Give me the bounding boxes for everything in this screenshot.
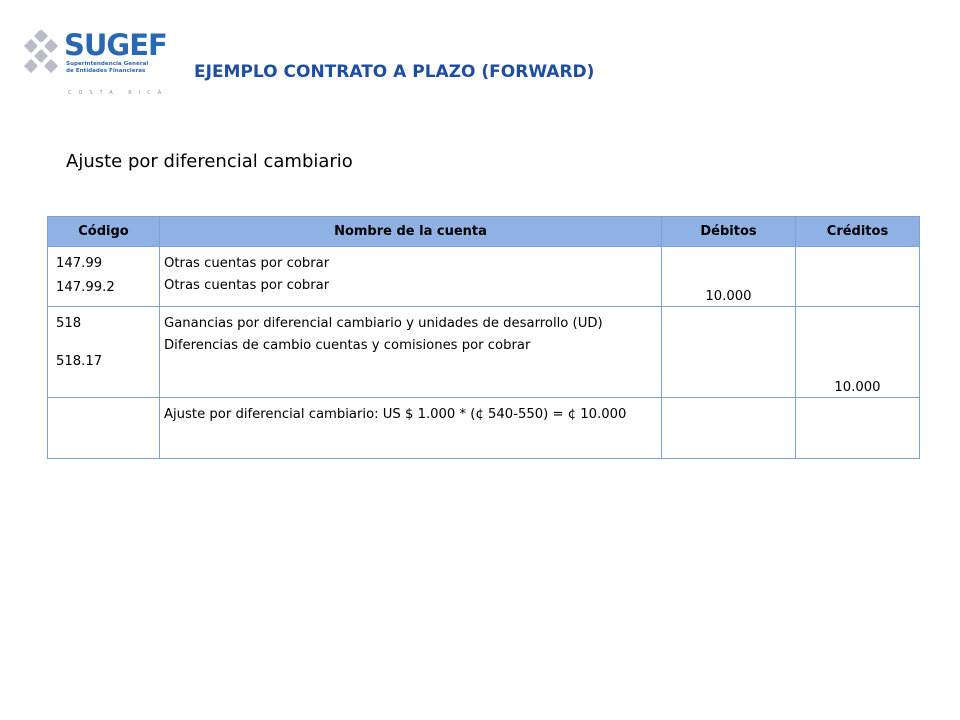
column-header-code: Código xyxy=(48,217,160,247)
logo-name: SUGEF xyxy=(64,28,167,62)
logo-subtitle-line: de Entidades Financieras xyxy=(66,68,146,74)
logo-country: COSTA RICA xyxy=(68,90,169,96)
credit-cell xyxy=(796,307,920,398)
column-header-debits: Débitos xyxy=(662,217,796,247)
account-name: Ganancias por diferencial cambiario y unidades de desarrollo (UD) xyxy=(164,316,603,331)
account-name-cell xyxy=(160,398,662,459)
sugef-logo xyxy=(22,28,169,104)
account-name: Otras cuentas por cobrar xyxy=(164,256,330,271)
account-name-cell xyxy=(160,307,662,398)
account-code: 147.99 xyxy=(56,256,103,271)
credit-cell xyxy=(796,398,920,459)
page-title: EJEMPLO CONTRATO A PLAZO (FORWARD) xyxy=(194,62,595,82)
table-row xyxy=(48,398,920,459)
debit-cell xyxy=(662,398,796,459)
column-header-account-name: Nombre de la cuenta xyxy=(160,217,662,247)
account-code: 518.17 xyxy=(56,354,103,369)
debit-amount: 10.000 xyxy=(705,289,752,304)
entry-description: Ajuste por diferencial cambiario: US $ 1.000 * (¢ 540-550) = ¢ 10.000 xyxy=(164,407,627,422)
logo-diamond-icon xyxy=(22,30,66,80)
section-heading: Ajuste por diferencial cambiario xyxy=(66,151,353,172)
journal-entry-table xyxy=(47,216,920,459)
account-code: 518 xyxy=(56,316,82,331)
credit-amount: 10.000 xyxy=(834,380,881,395)
code-cell xyxy=(48,247,160,307)
account-name-cell xyxy=(160,247,662,307)
table-row xyxy=(48,247,920,307)
logo-subtitle-line: Superintendencia General xyxy=(66,61,149,67)
table-row xyxy=(48,307,920,398)
account-name: Otras cuentas por cobrar xyxy=(164,278,330,293)
debit-cell xyxy=(662,307,796,398)
debit-cell xyxy=(662,247,796,307)
column-header-credits: Créditos xyxy=(796,217,920,247)
account-name: Diferencias de cambio cuentas y comisiones por cobrar xyxy=(164,338,531,353)
table-header-row xyxy=(48,217,920,247)
logo-subtitle xyxy=(66,61,148,75)
code-cell xyxy=(48,398,160,459)
account-code: 147.99.2 xyxy=(56,280,115,295)
credit-cell xyxy=(796,247,920,307)
code-cell xyxy=(48,307,160,398)
